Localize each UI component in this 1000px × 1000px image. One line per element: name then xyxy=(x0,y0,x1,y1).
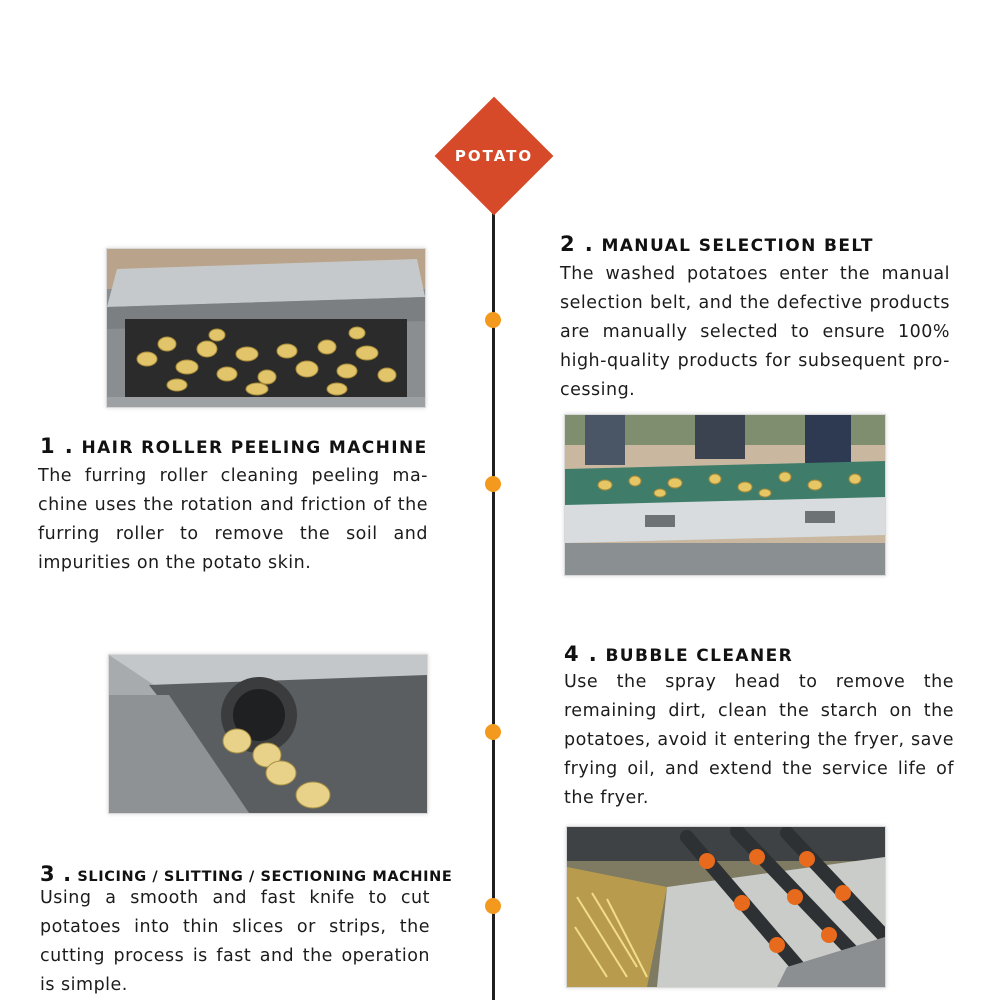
step-1-text: The furring roller cleaning peeling ma-chine uses the rotation and friction of the furring roller to remove the soil and impurities on the potato skin. xyxy=(38,466,428,573)
step-4-text: Use the spray head to remove the remaining dirt, clean the starch on the potatoes, avoid it entering the fryer, save frying oil, and extend the service life of the fryer. xyxy=(564,672,954,808)
potato-badge xyxy=(436,98,552,214)
step-2-number: 2 . xyxy=(560,232,595,256)
step-2-text: The washed potatoes enter the manual selection belt, and the defective products are manually selected to ensure 100% high-quality products for subsequent pro-cessing. xyxy=(560,264,950,400)
step-4-title: BUBBLE CLEANER xyxy=(605,646,794,666)
step-3-title: SLICING / SLITTING / SECTIONING MACHINE xyxy=(77,869,453,885)
peeling-machine-photo xyxy=(106,248,426,408)
step-1-title: HAIR ROLLER PEELING MACHINE xyxy=(81,438,428,458)
timeline-dot xyxy=(485,898,501,914)
badge-label: POTATO xyxy=(454,147,534,165)
slicing-machine-photo xyxy=(108,654,428,814)
step-4-number: 4 . xyxy=(564,642,599,666)
step-3-text: Using a smooth and fast knife to cut potatoes into thin slices or strips, the cutting process is fast and the operation is simple. xyxy=(40,888,430,995)
step-1-heading xyxy=(40,434,428,458)
step-4-heading xyxy=(564,642,793,666)
timeline-dot xyxy=(485,724,501,740)
selection-belt-photo xyxy=(564,414,886,576)
step-2-title: MANUAL SELECTION BELT xyxy=(601,236,874,256)
step-1-number: 1 . xyxy=(40,434,75,458)
timeline-dot xyxy=(485,476,501,492)
step-3-number: 3 . xyxy=(40,862,72,886)
timeline-dot xyxy=(485,312,501,328)
step-3-heading xyxy=(40,862,452,886)
bubble-cleaner-photo xyxy=(566,826,886,988)
step-2-heading xyxy=(560,232,874,256)
